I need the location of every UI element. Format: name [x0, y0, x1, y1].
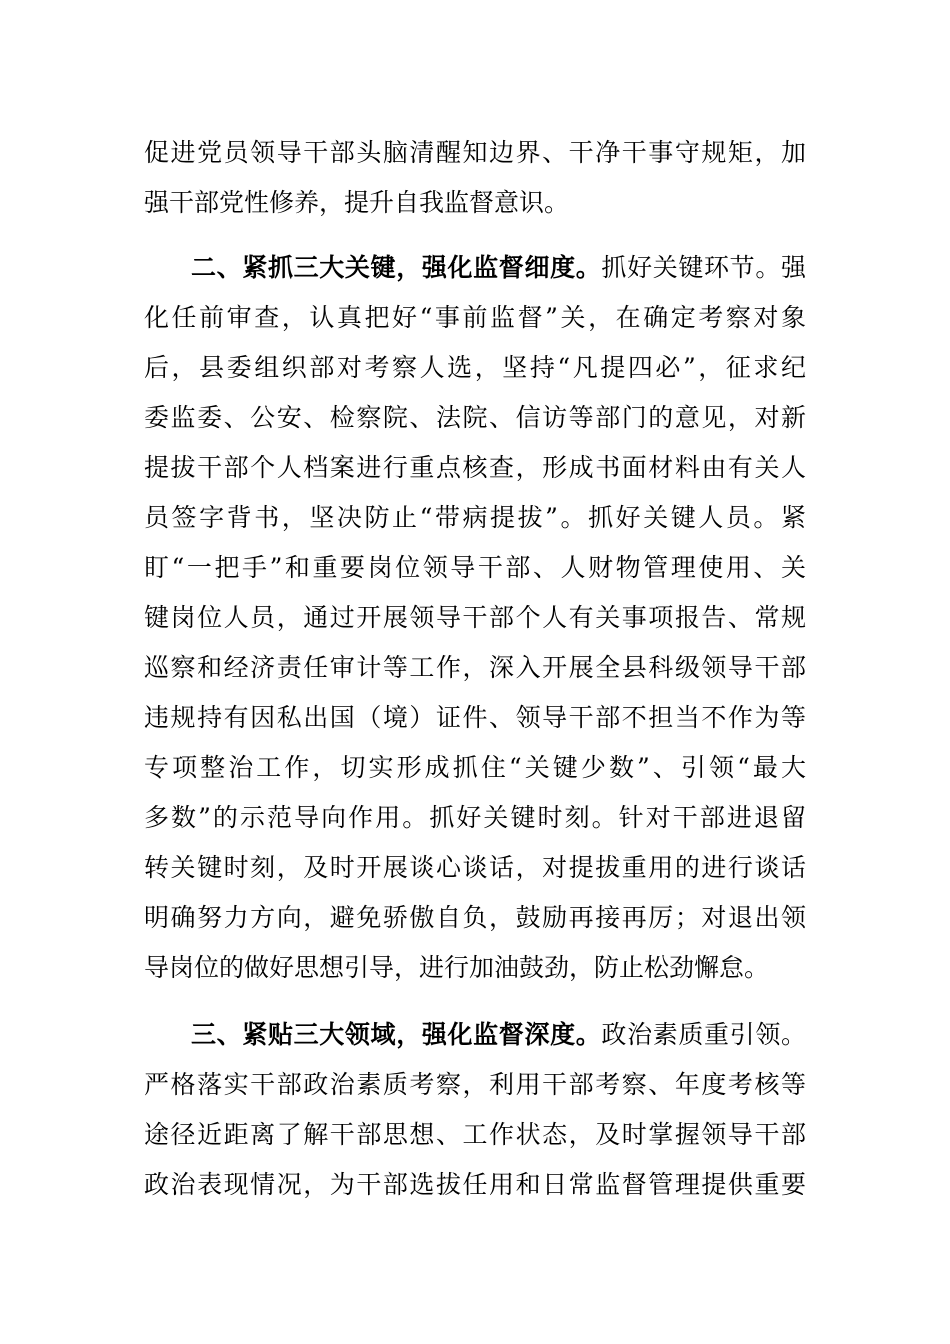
text-line: 途径近距离了解干部思想、工作状态，及时掌握领导干部: [144, 1120, 806, 1149]
section-heading: 二、紧抓三大关键，强化监督细度。: [191, 253, 602, 282]
text-line: 委监委、公安、检察院、法院、信访等部门的意见，对新: [144, 403, 806, 432]
text-line: 导岗位的做好思想引导，进行加油鼓劲，防止松劲懈怠。: [144, 953, 770, 982]
text-line: 多数”的示范导向作用。抓好关键时刻。针对干部进退留: [144, 803, 806, 832]
paragraph-1: [144, 128, 806, 228]
text-line: 专项整治工作，切实形成抓住“关键少数”、引领“最大: [144, 753, 806, 782]
text-run: 抓好关键环节。强: [601, 253, 806, 282]
paragraph-3: [144, 1010, 806, 1210]
text-line: 明确努力方向，避免骄傲自负，鼓励再接再厉；对退出领: [144, 903, 806, 932]
text-line: 促进党员领导干部头脑清醒知边界、干净干事守规矩，加: [144, 138, 806, 167]
text-line: 化任前审查，认真把好“事前监督”关，在确定考察对象: [144, 303, 806, 332]
text-line: 严格落实干部政治素质考察，利用干部考察、年度考核等: [144, 1070, 806, 1099]
text-line: 政治表现情况，为干部选拔任用和日常监督管理提供重要: [144, 1170, 806, 1199]
paragraph-2: [144, 243, 806, 993]
text-line: 转关键时刻，及时开展谈心谈话，对提拔重用的进行谈话: [144, 853, 806, 882]
text-line: 员签字背书，坚决防止“带病提拔”。抓好关键人员。紧: [144, 503, 806, 532]
paragraph-first-line: [144, 243, 806, 293]
text-line: 强干部党性修养，提升自我监督意识。: [144, 188, 570, 217]
text-line: 巡察和经济责任审计等工作，深入开展全县科级领导干部: [144, 653, 806, 682]
text-line: 违规持有因私出国（境）证件、领导干部不担当不作为等: [144, 703, 806, 732]
text-run: 政治素质重引领。: [601, 1020, 806, 1049]
paragraph-first-line: [144, 1010, 806, 1060]
text-line: 提拔干部个人档案进行重点核查，形成书面材料由有关人: [144, 453, 806, 482]
text-line: 后，县委组织部对考察人选，坚持“凡提四必”，征求纪: [144, 353, 806, 382]
text-line: 盯“一把手”和重要岗位领导干部、人财物管理使用、关: [144, 553, 806, 582]
text-line: 键岗位人员，通过开展领导干部个人有关事项报告、常规: [144, 603, 806, 632]
section-heading: 三、紧贴三大领域，强化监督深度。: [191, 1020, 602, 1049]
